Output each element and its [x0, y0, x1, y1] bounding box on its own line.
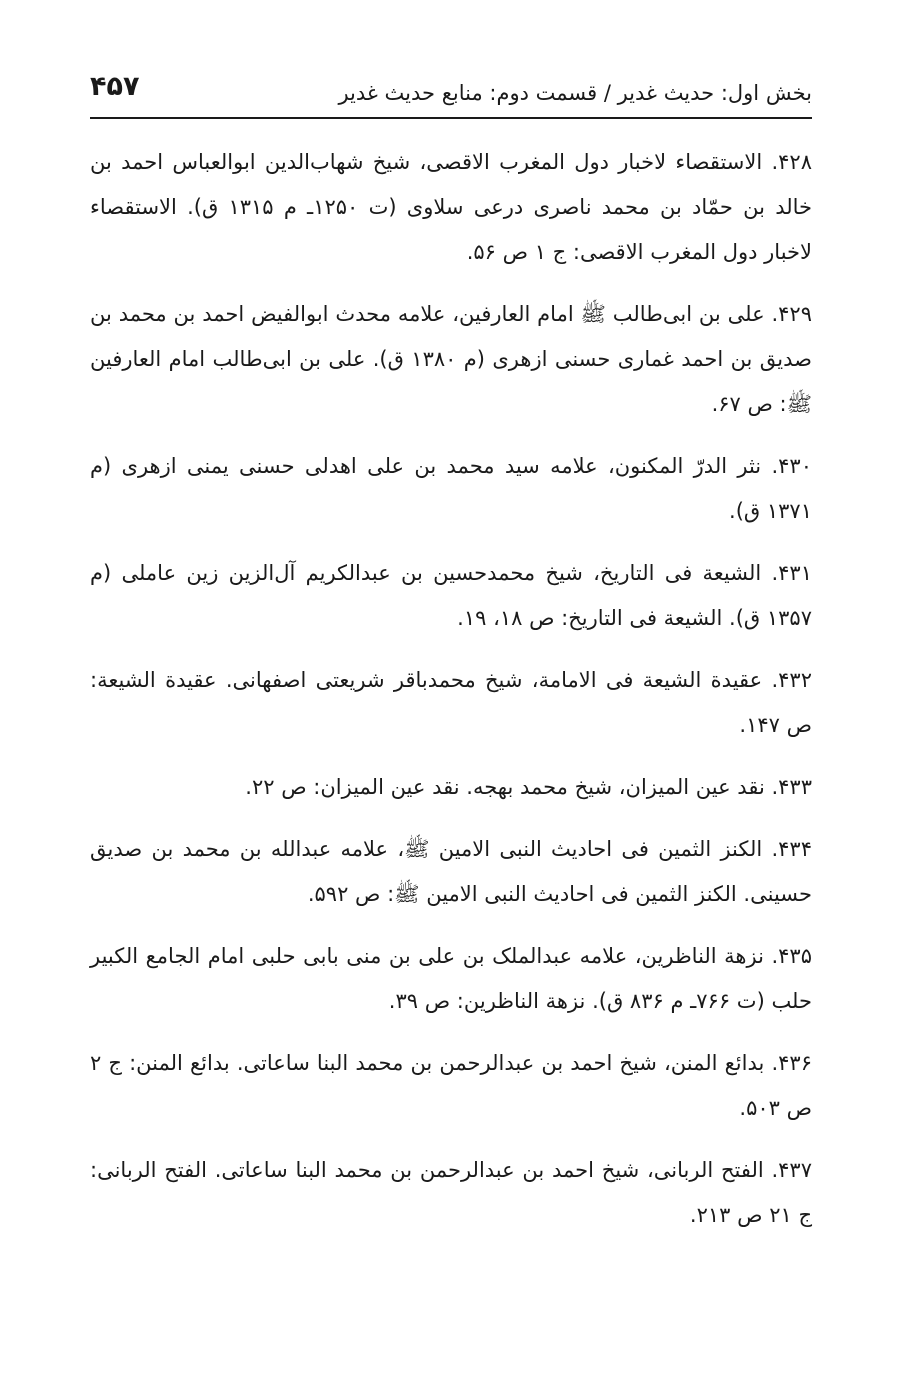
bibliography-entry-429: ۴۲۹. علی بن ابی‌طالب ﷺ امام العارفین، علامه محدث ابوالفیض احمد بن محمد بن صدیق بن احمد غماری حسنی ازهری (م ۱۳۸۰ ق). علی بن ابی‌طالب امام العارفین ﷺ: ص ۶۷.	[90, 302, 812, 416]
bibliography-entry-435: ۴۳۵. نزهة الناظرین، علامه عبدالملک بن علی بن منی بابی حلبی امام الجامع الکبیر حلب (ت ۷۶۶ـ م ۸۳۶ ق). نزهة الناظرین: ص ۳۹.	[90, 944, 812, 1013]
bibliography-list	[90, 140, 812, 1255]
bibliography-entry-431: ۴۳۱. الشیعة فی التاریخ، شیخ محمدحسین بن عبدالکریم آل‌الزین زین عاملی (م ۱۳۵۷ ق). الشیعة فی التاریخ: ص ۱۸، ۱۹.	[90, 561, 812, 630]
bibliography-entry-432: ۴۳۲. عقیدة الشیعة فی الامامة، شیخ محمدباقر شریعتی اصفهانی. عقیدة الشیعة: ص ۱۴۷.	[90, 668, 812, 737]
running-head	[90, 66, 812, 112]
bibliography-entry-434: ۴۳۴. الکنز الثمین فی احادیث النبی الامین ﷺ، علامه عبدالله بن محمد بن صدیق حسینی. الکنز الثمین فی احادیث النبی الامین ﷺ: ص ۵۹۲.	[90, 837, 812, 906]
page-number: ۴۵۷	[90, 71, 140, 102]
bibliography-entry-433: ۴۳۳. نقد عین المیزان، شیخ محمد بهجه. نقد عین المیزان: ص ۲۲.	[245, 775, 812, 799]
book-page	[90, 0, 812, 1390]
bibliography-entry-437: ۴۳۷. الفتح الربانی، شیخ احمد بن عبدالرحمن بن محمد البنا ساعاتی. الفتح الربانی: ج ۲۱ ص ۲۱۳.	[90, 1158, 812, 1227]
header-rule	[90, 117, 812, 119]
bibliography-entry-430: ۴۳۰. نثر الدرّ المکنون، علامه سید محمد بن علی اهدلی حسنی یمنی ازهری (م ۱۳۷۱ ق).	[90, 454, 812, 523]
bibliography-entry-436: ۴۳۶. بدائع المنن، شیخ احمد بن عبدالرحمن بن محمد البنا ساعاتی. بدائع المنن: ج ۲ ص ۵۰۳.	[90, 1051, 812, 1120]
running-title: بخش اول: حدیث غدیر / قسمت دوم: منابع حدیث غدیر	[338, 81, 812, 105]
bibliography-entry-428: ۴۲۸. الاستقصاء لاخبار دول المغرب الاقصی، شیخ شهاب‌الدین ابوالعباس احمد بن خالد بن حمّاد بن محمد ناصری درعی سلاوی (ت ۱۲۵۰ـ م ۱۳۱۵ ق). الاستقصاء لاخبار دول المغرب الاقصی: ج ۱ ص ۵۶.	[90, 150, 812, 264]
